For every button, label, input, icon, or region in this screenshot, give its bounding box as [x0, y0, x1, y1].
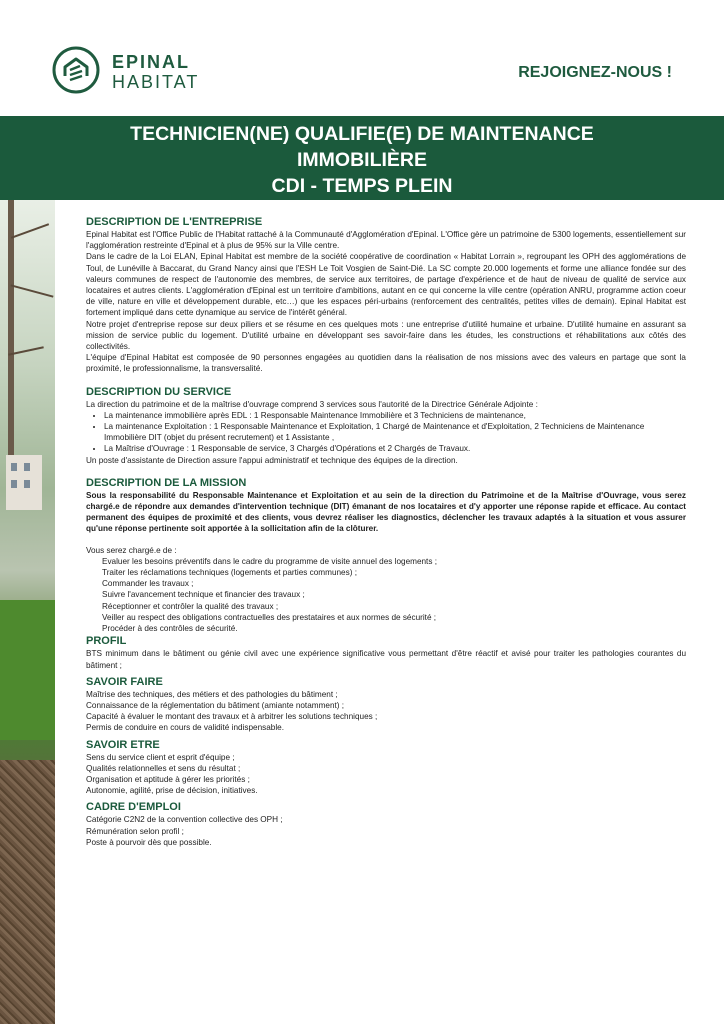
- join-heading: REJOIGNEZ-NOUS !: [518, 64, 672, 81]
- section-title: SAVOIR ETRE: [86, 738, 160, 751]
- paragraph: La direction du patrimoine et de la maîtrise d'ouvrage comprend 3 services sous l'autorité de la Directrice Générale Adjointe :: [86, 399, 538, 409]
- mulch: [0, 760, 55, 1024]
- section-title: PROFIL: [86, 635, 127, 648]
- side-photo: [0, 200, 55, 1024]
- list-item: Connaissance de la réglementation du bâtiment (amiante notamment) ;: [86, 700, 345, 710]
- service-list: [86, 410, 686, 455]
- section-entreprise: [86, 215, 686, 375]
- list-item: Procéder à des contrôles de sécurité.: [102, 624, 238, 634]
- list-item: Traiter les réclamations techniques (logements et parties communes) ;: [102, 568, 357, 578]
- paragraph: BTS minimum dans le bâtiment ou génie civil avec une expérience significative vous permettant d'être réactif et avisé pour traiter les pathologies courantes du bâtiment ;: [86, 649, 686, 670]
- section-title: DESCRIPTION DE L'ENTREPRISE: [86, 216, 263, 228]
- section-mission: [86, 476, 686, 634]
- window: [24, 463, 30, 471]
- list-item: Veiller au respect des obligations contractuelles des prestataires et aux normes de sécurité ;: [102, 612, 437, 622]
- list-item: Organisation et aptitude à gérer les priorités ;: [86, 774, 250, 784]
- paragraph: Vous serez chargé.e de :: [86, 545, 177, 555]
- list-item: Evaluer les besoins préventifs dans le cadre du programme de visite annuel des logements ;: [102, 556, 437, 566]
- list-item: Sens du service client et esprit d'équipe ;: [86, 752, 235, 762]
- paragraph: Notre projet d'entreprise repose sur deux piliers et se résume en ces quelques mots : une entreprise d'utilité humaine et urbaine. D'utilité humaine en assurant sa mission de service public du logement. D'utilité urbaine en développant ses savoir-faire dans les études, les constructions et réhabilitations aux côtés des collectivités.: [86, 319, 686, 352]
- house: [6, 455, 42, 510]
- section-savoir-etre: [86, 738, 686, 797]
- section-savoir-faire: [86, 675, 686, 734]
- task-list: [86, 556, 686, 634]
- paragraph: Dans le cadre de la Loi ELAN, Epinal Habitat est membre de la société coopérative de coordination « Habitat Lorrain », regroupant les OPH des agglomérations de Toul, de Lunéville à Baccarat, du Grand Nancy ainsi que l'ESH Le Toit Vosgien de Saint-Dié. La SC compte 20.000 logements et forme une alliance fondée sur des valeurs communes de respect de l'autonomie des membres, de service aux territoires, de partage d'expérience et de haut de niveau de qualité de service aux locataires et autres clients. L'agglomération d'Epinal est un territoire d'ambitions, autant en ce qui concerne la ville centre (opération ANRU, programme action coeur de ville, nature en ville et développement durable, etc…) que les espaces péri-urbains (renforcement des centralités, petites villes de demain). Epinal Habitat est fortement impliqué dans cette dynamique au service de l'intérêt général.: [86, 252, 686, 318]
- section-title: DESCRIPTION DU SERVICE: [86, 385, 232, 398]
- section-cadre: [86, 800, 686, 848]
- window: [24, 480, 30, 488]
- contract-type: CDI - TEMPS PLEIN: [271, 175, 453, 197]
- grass: [0, 600, 55, 740]
- job-title-banner: [0, 116, 724, 200]
- list-item: Maîtrise des techniques, des métiers et des pathologies du bâtiment ;: [86, 689, 338, 699]
- job-title-line2: IMMOBILIÈRE: [297, 149, 427, 171]
- list-item: Catégorie C2N2 de la convention collective des OPH ;: [86, 815, 283, 825]
- tree-branch: [11, 223, 49, 239]
- job-title-line1: TECHNICIEN(NE) QUALIFIE(E) DE MAINTENANCE: [130, 123, 594, 145]
- section-title: SAVOIR FAIRE: [86, 675, 163, 688]
- section-profil: [86, 634, 686, 670]
- paragraph: Epinal Habitat est l'Office Public de l'Habitat rattaché à la Communauté d'Agglomération d'Epinal. L'Office gère un patrimoine de 5300 logements, essentiellement sur l'agglomération restreinte d'Epinal et à plus de 95% sur la Ville centre.: [86, 230, 686, 251]
- window: [11, 463, 17, 471]
- header: [0, 0, 724, 116]
- list-item: • La maintenance Exploitation : 1 Responsable Maintenance et Exploitation, 1 Chargé de Maintenance et d'Exploitation, 2 Techniciens de Maintenance Immobilière DIT (objet du présent recrutement) et 1 Assistante ,: [104, 421, 686, 443]
- section-title: CADRE D'EMPLOI: [86, 801, 181, 814]
- logo-line1: EPINAL: [112, 52, 191, 72]
- content: [86, 215, 686, 858]
- list-item: Qualités relationnelles et sens du résultat ;: [86, 763, 241, 773]
- list-item: Poste à pourvoir dès que possible.: [86, 837, 212, 847]
- list-item: Commander les travaux ;: [102, 579, 194, 589]
- list-item: Permis de conduire en cours de validité indispensable.: [86, 723, 284, 733]
- section-service: [86, 385, 686, 466]
- list-item: Réceptionner et contrôler la qualité des travaux ;: [102, 601, 279, 611]
- epinal-habitat-logo-icon: [52, 46, 100, 94]
- paragraph: L'équipe d'Epinal Habitat est composée de 90 personnes engagées au quotidien dans la réalisation de nos missions avec des valeurs en partage que sont la proximité, le professionnalisme, la transversalité.: [86, 353, 686, 374]
- logo-text: [112, 53, 199, 91]
- list-item: Capacité à évaluer le montant des travaux et à arbitrer les solutions techniques ;: [86, 712, 378, 722]
- mission-summary: Sous la responsabilité du Responsable Maintenance et Exploitation et au sein de la direction du Patrimoine et de la Maîtrise d'Ouvrage, vous serez chargé.e de répondre aux demandes d'intervention technique (DIT) émanant de nos locataires et d'y apporter une réponse rapide et efficace. Au contact permanent des équipes de proximité et des clients, vous devrez réaliser les diagnostics, déclencher les travaux adaptés à la situation et vous assurer qu'une réponse pertinente soit apportée à la sollicitation afin de la clôturer.: [86, 490, 686, 534]
- list-item: Rémunération selon profil ;: [86, 826, 184, 836]
- paragraph: Un poste d'assistante de Direction assure l'appui administratif et technique des équipes de la direction.: [86, 455, 458, 465]
- list-item: • La Maîtrise d'Ouvrage : 1 Responsable de service, 3 Chargés d'Opérations et 2 Chargés de Travaux.: [104, 443, 686, 454]
- tree-branch: [10, 284, 53, 297]
- list-item: Autonomie, agilité, prise de décision, initiatives.: [86, 786, 258, 796]
- section-title: DESCRIPTION DE LA MISSION: [86, 476, 247, 489]
- list-item: Suivre l'avancement technique et financier des travaux ;: [102, 590, 305, 600]
- tree-trunk: [8, 200, 14, 460]
- window: [11, 480, 17, 488]
- list-item: • La maintenance immobilière après EDL : 1 Responsable Maintenance Immobilière et 3 Techniciens de maintenance,: [104, 410, 686, 421]
- spacer: [86, 535, 686, 545]
- logo-line2: HABITAT: [112, 72, 200, 92]
